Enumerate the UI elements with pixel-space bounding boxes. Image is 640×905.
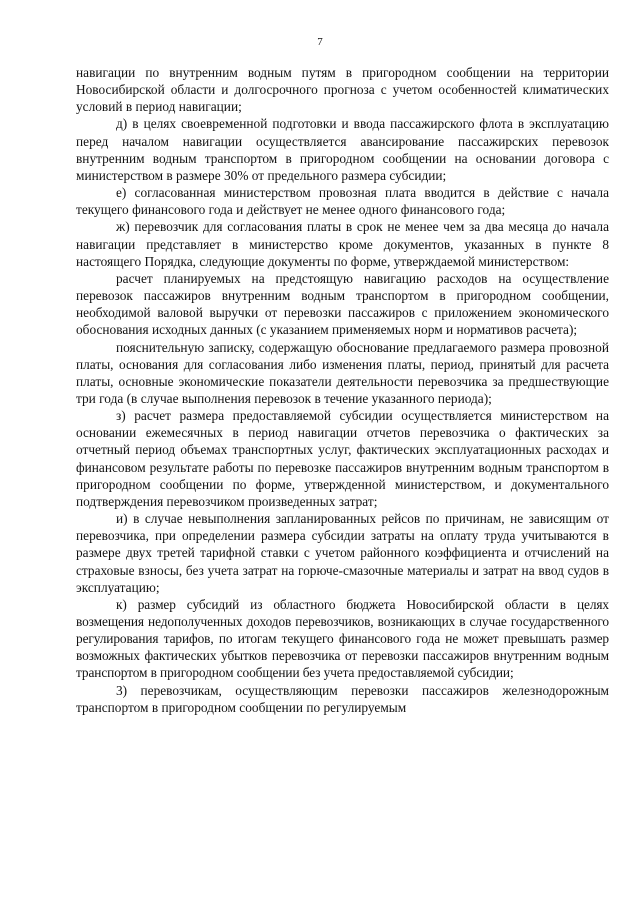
paragraph-expense-calculation: расчет планируемых на предстоящую навигацию расходов на осуществление перевозок пассажиров внутренним водным транспортом в пригородном сообщении, необходимой валовой выручки от перевозки пассажиров с приложением экономического обоснования исходных данных (с указанием применяемых норм и нормативов расчета); xyxy=(76,270,609,338)
paragraph-item-e: е) согласованная министерством провозная плата вводится в действие с начала текущего финансового года и действует не менее одного финансового года; xyxy=(76,185,609,218)
page-number: 7 xyxy=(317,36,323,48)
paragraph-item-3: 3) перевозчикам, осуществляющим перевозки пассажиров железнодорожным транспортом в пригородном сообщении по регулируемым xyxy=(76,682,609,715)
paragraph-item-k: к) размер субсидий из областного бюджета Новосибирской области в целях возмещения недополученных доходов перевозчиков, возникающих в случае государственного регулирования тарифов, по итогам текущего финансового года не может превышать размер возможных фактических убытков перевозчика от перевозки пассажиров внутренним водным транспортом в пригородном сообщении без учета предоставляемой субсидии; xyxy=(76,596,609,681)
paragraph-item-zh: ж) перевозчик для согласования платы в срок не менее чем за два месяца до начала навигации представляет в министерство кроме документов, указанных в пункте 8 настоящего Порядка, следующие документы по форме, утверждаемой министерством: xyxy=(76,219,609,269)
paragraph-item-d: д) в целях своевременной подготовки и ввода пассажирского флота в эксплуатацию перед началом навигации осуществляется авансирование пассажирских перевозок внутренним водным транспортом в пригородном сообщении на основании договора с министерством в размере 30% от предельного размера субсидии; xyxy=(76,116,609,183)
paragraph-explanatory-note: пояснительную записку, содержащую обоснование предлагаемого размера провозной платы, основания для согласования либо изменения платы, период, принятый для расчета платы, основные экономические показатели деятельности перевозчика за предшествующие три года (в случае выполнения перевозок в течение указанного периода); xyxy=(76,339,609,406)
paragraph-continuation: навигации по внутренним водным путям в пригородном сообщении на территории Новосибирской области и долгосрочного прогноза с учетом особенностей климатических условий в период навигации; xyxy=(76,65,609,115)
paragraph-item-z: з) расчет размера предоставляемой субсидии осуществляется министерством на основании ежемесячных в период навигации отчетов перевозчика о фактических за отчетный период объемах транспортных услуг, фактических эксплуатационных расходах и финансовом результате работы по перевозке пассажиров внутренним водным транспортом в пригородном сообщении по форме, утвержденной министерством, и документального подтверждения перевозчиком произведенных затрат; xyxy=(76,408,609,509)
paragraph-item-i: и) в случае невыполнения запланированных рейсов по причинам, не зависящим от перевозчика, при определении размера субсидии затраты на оплату труда учитываются в размере двух третей тарифной ставки с учетом районного коэффициента и отчислений на страховые взносы, без учета затрат на горюче-смазочные материалы и затрат на ввод судов в эксплуатацию; xyxy=(76,511,609,595)
document-body xyxy=(76,64,609,716)
